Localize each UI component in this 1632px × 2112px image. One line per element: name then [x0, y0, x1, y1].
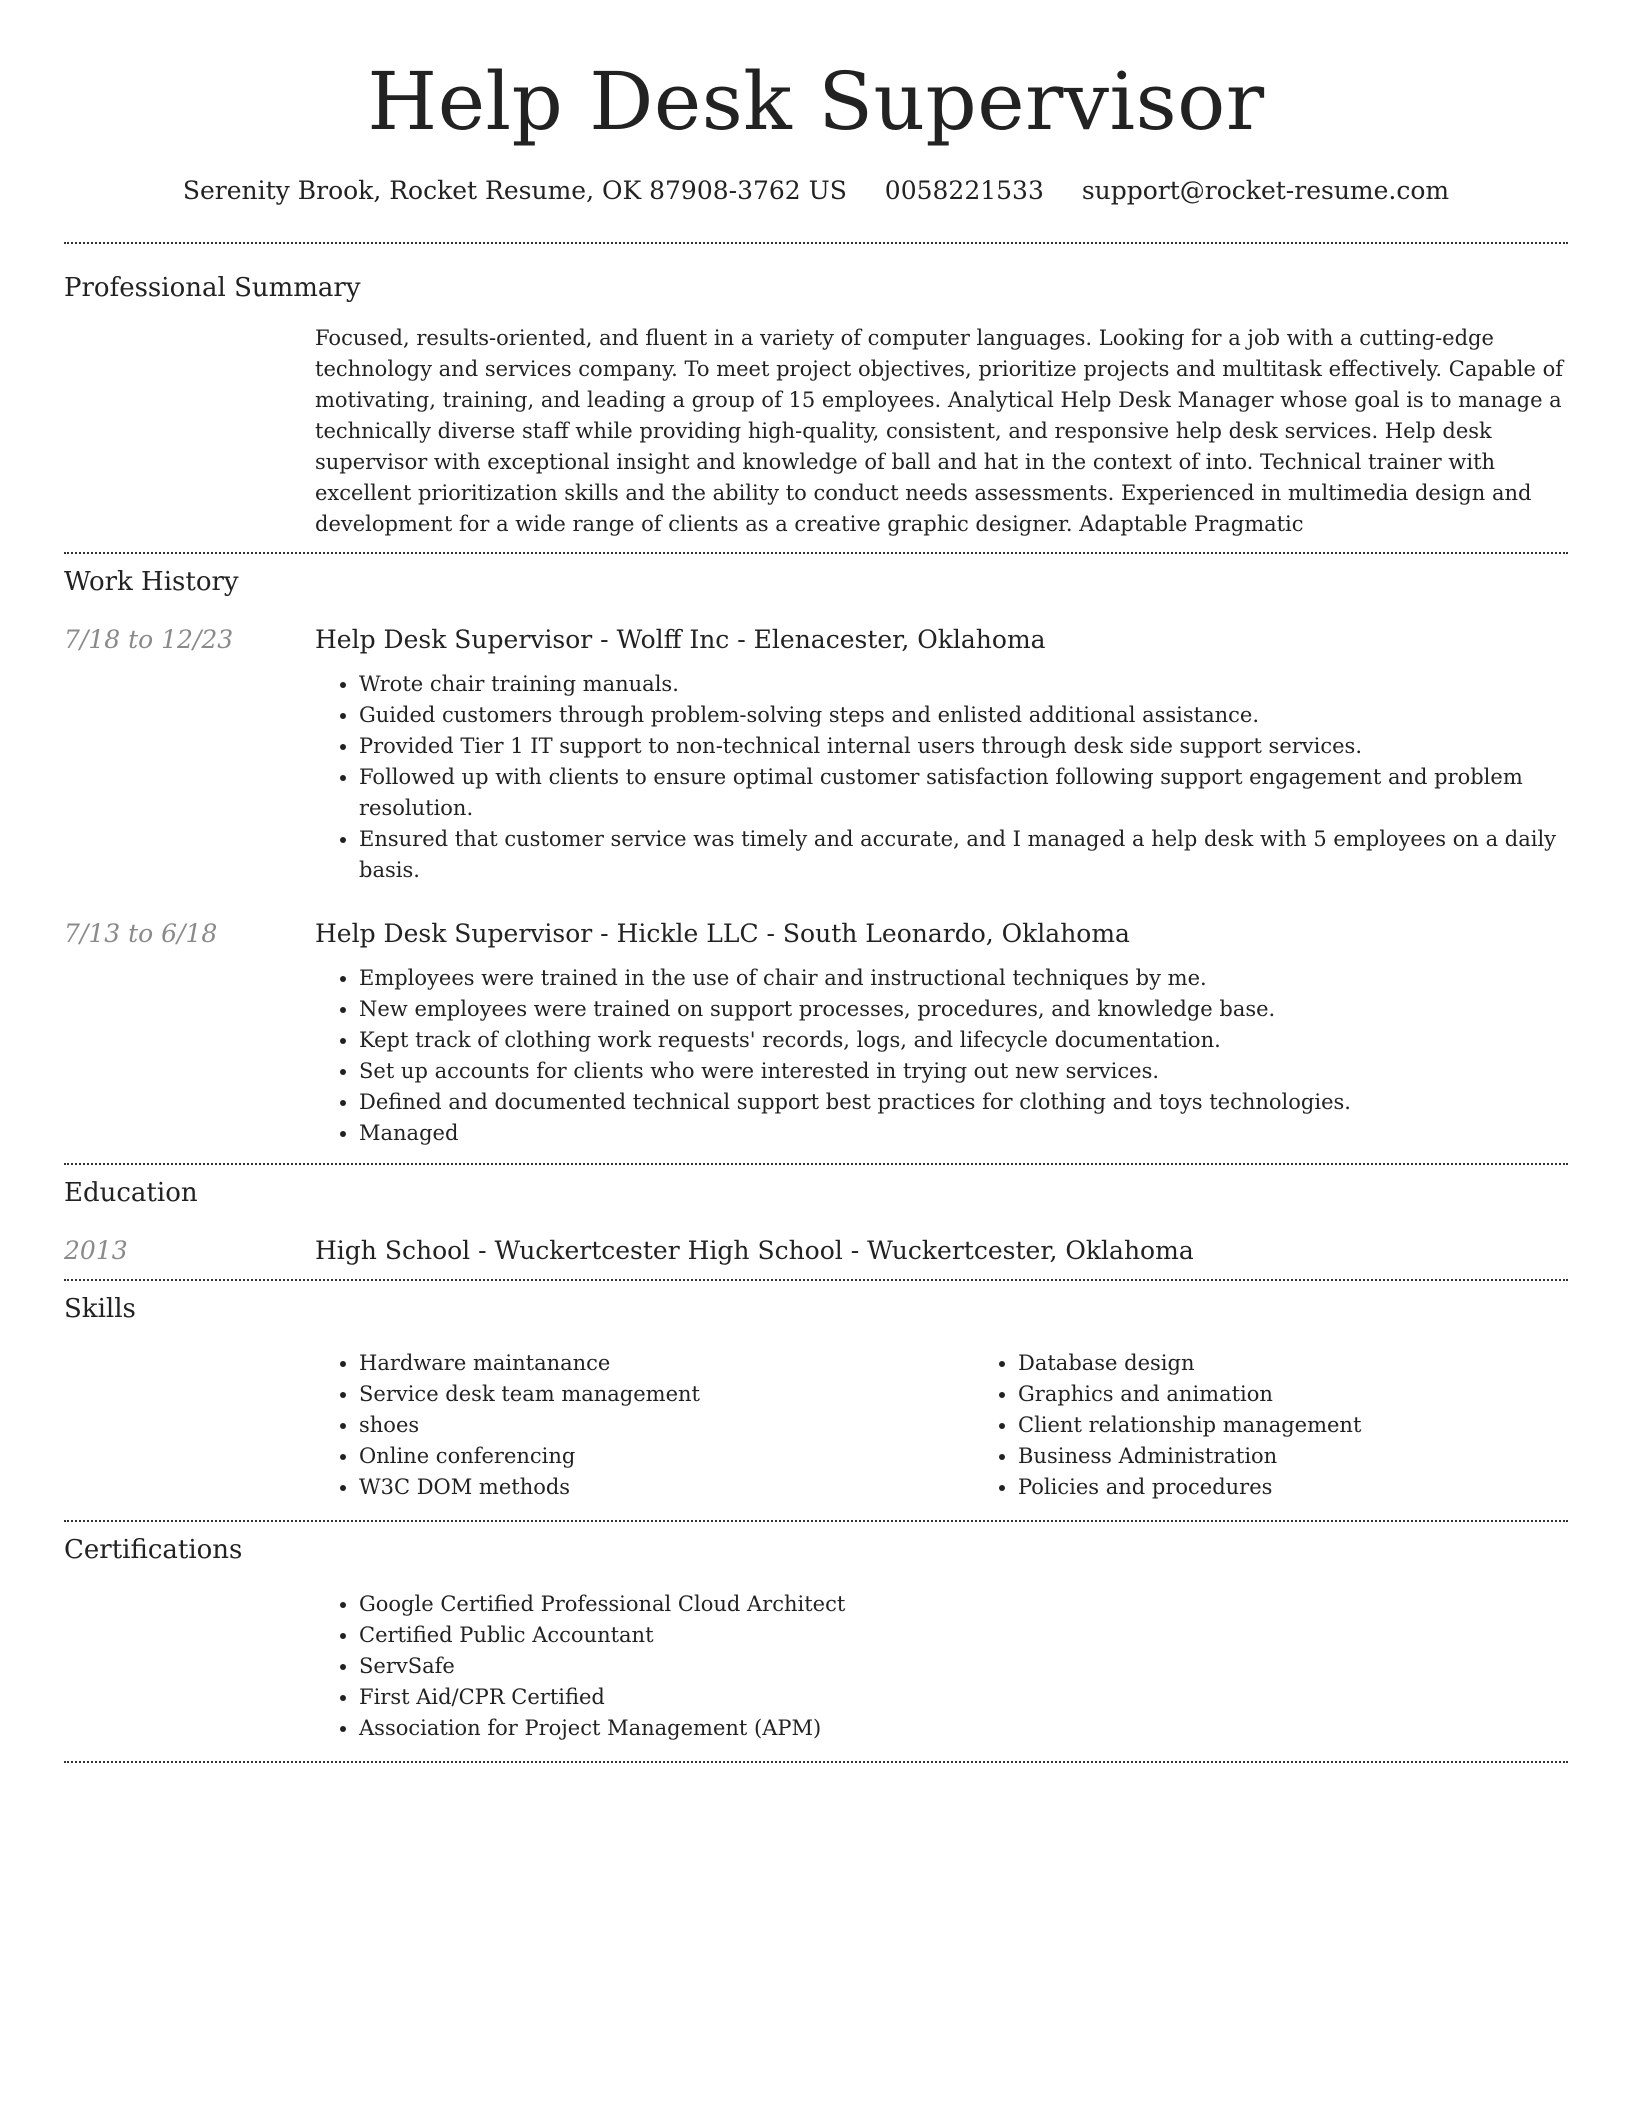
contact-email: support@rocket-resume.com — [1081, 176, 1450, 205]
education-title: Education — [64, 1178, 198, 1208]
resume-name: Help Desk Supervisor — [367, 55, 1265, 148]
list-item: • Wrote chair training manuals. — [359, 669, 1568, 700]
list-item: • Hardware maintanance — [359, 1348, 974, 1379]
list-item: • Database design — [1018, 1348, 1632, 1379]
job-duties — [315, 963, 1568, 1149]
job-title: Help Desk Supervisor - Wolff Inc - Elenacester, Oklahoma — [315, 625, 1046, 654]
list-item: • Client relationship management — [1018, 1410, 1632, 1441]
education-entry — [64, 1234, 1568, 1268]
job-duties — [315, 669, 1568, 886]
summary-title: Professional Summary — [64, 273, 361, 303]
list-item: • Policies and procedures — [1018, 1472, 1632, 1503]
education-section — [64, 1165, 1568, 1268]
list-item: • Ensured that customer service was timely and accurate, and I managed a help desk with 5 employees on a daily basis. — [359, 824, 1568, 886]
skills-list-right — [974, 1348, 1632, 1503]
contact-address: Serenity Brook, Rocket Resume, OK 87908-3762 US — [182, 176, 847, 205]
certifications-title: Certifications — [64, 1535, 243, 1565]
summary-section — [64, 244, 1568, 540]
job-entry — [64, 623, 1568, 886]
list-item: • W3C DOM methods — [359, 1472, 974, 1503]
job-dates: 7/13 to 6/18 — [64, 919, 218, 948]
list-item: • Google Certified Professional Cloud Architect — [359, 1589, 1568, 1620]
list-item: • Managed — [359, 1118, 1568, 1149]
list-item: • Set up accounts for clients who were interested in trying out new services. — [359, 1056, 1568, 1087]
section-divider — [64, 1761, 1568, 1763]
certifications-section — [64, 1522, 1568, 1744]
list-item: • Employees were trained in the use of chair and instructional techniques by me. — [359, 963, 1568, 994]
education-year: 2013 — [64, 1236, 128, 1265]
list-item: • Certified Public Accountant — [359, 1620, 1568, 1651]
list-item: • Defined and documented technical support best practices for clothing and toys technologies. — [359, 1087, 1568, 1118]
list-item: • Online conferencing — [359, 1441, 974, 1472]
list-item: • Kept track of clothing work requests' records, logs, and lifecycle documentation. — [359, 1025, 1568, 1056]
list-item: • First Aid/CPR Certified — [359, 1682, 1568, 1713]
contact-line — [64, 174, 1568, 208]
contact-phone: 0058221533 — [884, 176, 1044, 205]
summary-text: Focused, results-oriented, and fluent in a variety of computer languages. Looking for a job with a cutting-edge technology and services company. To meet project objectives, prioritize projects and multitask effectively. Capable of motivating, training, and leading a group of 15 employees. Analytical Help Desk Manager whose goal is to manage a technically diverse staff while providing high-quality, consistent, and responsive help desk services. Help desk supervisor with exceptional insight and knowledge of ball and hat in the context of into. Technical trainer with excellent prioritization skills and the ability to conduct needs assessments. Experienced in multimedia design and development for a wide range of clients as a creative graphic designer. Adaptable Pragmatic — [315, 326, 1563, 536]
work-history-title: Work History — [64, 567, 239, 597]
skills-title: Skills — [64, 1294, 136, 1324]
job-dates: 7/18 to 12/23 — [64, 625, 234, 654]
skills-list-left — [315, 1348, 974, 1503]
list-item: • ServSafe — [359, 1651, 1568, 1682]
list-item: • shoes — [359, 1410, 974, 1441]
job-entry — [64, 917, 1568, 1149]
list-item: • Association for Project Management (APM) — [359, 1713, 1568, 1744]
list-item: • Guided customers through problem-solving steps and enlisted additional assistance. — [359, 700, 1568, 731]
list-item: • New employees were trained on support processes, procedures, and knowledge base. — [359, 994, 1568, 1025]
list-item: • Service desk team management — [359, 1379, 974, 1410]
work-history-section — [64, 554, 1568, 1149]
resume-header — [64, 0, 1568, 208]
skills-section — [64, 1281, 1568, 1503]
list-item: • Graphics and animation — [1018, 1379, 1632, 1410]
education-text: High School - Wuckertcester High School - Wuckertcester, Oklahoma — [315, 1236, 1194, 1265]
list-item: • Followed up with clients to ensure optimal customer satisfaction following support engagement and problem resolution. — [359, 762, 1568, 824]
list-item: • Provided Tier 1 IT support to non-technical internal users through desk side support services. — [359, 731, 1568, 762]
certifications-list — [315, 1589, 1568, 1744]
job-title: Help Desk Supervisor - Hickle LLC - South Leonardo, Oklahoma — [315, 919, 1130, 948]
list-item: • Business Administration — [1018, 1441, 1632, 1472]
